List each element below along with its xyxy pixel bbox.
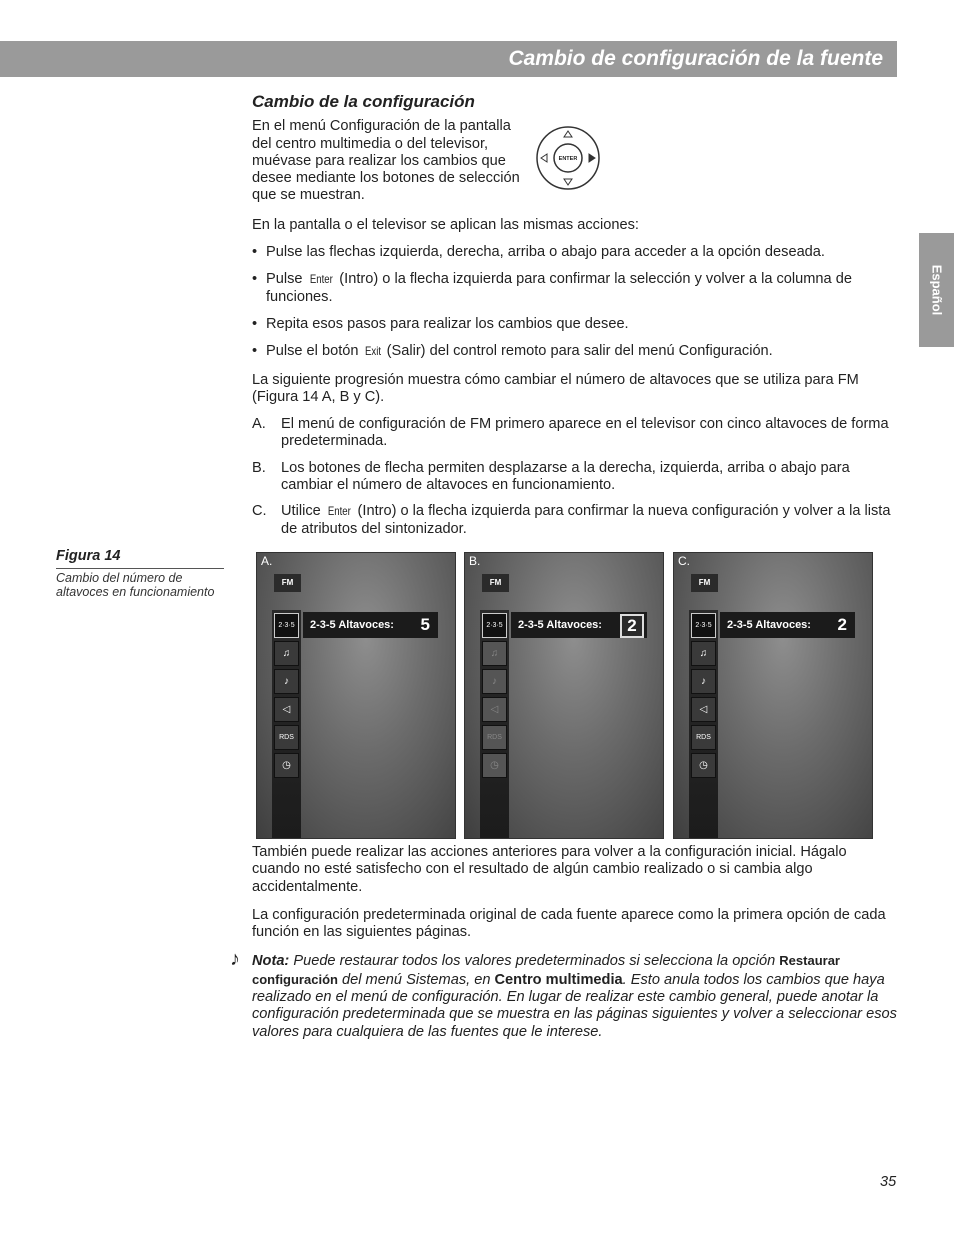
step-item: A. El menú de configuración de FM primero aparece en el televisor con cinco altavoces de forma predeterminada. <box>252 416 889 450</box>
page-number: 35 <box>880 1174 897 1190</box>
restore-paragraph: También puede realizar las acciones anteriores para volver a la configuración inicial. Hágalo cuando no esté satisfecho con el resultado de algún cambio realizado o si cambia algo accidentalmente. <box>252 844 847 895</box>
intro-paragraph: En el menú Configuración de la pantalla del centro multimedia o del televisor, muévase para realizar los cambios que desee mediante los botones de selección que se muestran. <box>252 118 520 204</box>
setting-value: 5 <box>420 615 430 634</box>
icon-column <box>480 610 509 838</box>
rds-icon: RDS <box>274 725 299 750</box>
header-band <box>0 41 897 77</box>
icon-column <box>272 610 301 838</box>
bullet-item: • Pulse las flechas izquierda, derecha, arriba o abajo para acceder a la opción deseada. <box>252 244 898 261</box>
section-title: Cambio de la configuración <box>252 92 475 111</box>
note: ♪ Nota: Puede restaurar todos los valores predeterminados si selecciona la opción Restaurar configuración del menú Sistemas, en Centro multimedia. Esto anula todos los cambios que haya realizado en el menú de configuración. En lugar de realizar este cambio general, puede anotar la configuración predeterminada que se muestra en las páginas siguientes y volver a seleccionar esos valores para cualquiera de las fuentes que le interese. <box>230 948 897 1040</box>
setting-bar: 2-3-5 Altavoces: 2 <box>511 612 647 638</box>
timer-icon: ◷ <box>482 753 507 778</box>
setting-bar: 2-3-5 Altavoces: 2 <box>720 612 855 638</box>
language-tab <box>919 233 954 347</box>
speaker-count-icon: 2·3·5 <box>274 613 299 638</box>
speaker-settings-icon: ◁ <box>274 697 299 722</box>
same-actions-paragraph: En la pantalla o el televisor se aplican las mismas acciones: <box>252 216 639 233</box>
fm-tab: FM <box>691 574 718 592</box>
exit-keyword: Exit <box>364 344 381 359</box>
step-item: C. Utilice Enter (Intro) o la flecha izquierda para confirmar la nueva configuración y volver a la lista de atributos del sintonizador. <box>252 503 891 537</box>
after-figure-content <box>230 844 898 1041</box>
setting-bar: 2-3-5 Altavoces: 5 <box>303 612 438 638</box>
rds-icon: RDS <box>482 725 507 750</box>
speaker-count-icon: 2·3·5 <box>691 613 716 638</box>
screen-c: C. FM 2·3·5 ♫ ♪ ◁ RDS ◷ 2-3-5 Altavoces: 2 <box>673 552 873 839</box>
page-title: Cambio de configuración de la fuente <box>508 47 883 70</box>
fm-tab: FM <box>482 574 509 592</box>
navigation-pad-icon <box>535 125 601 191</box>
setting-value: 2 <box>837 615 847 634</box>
enter-label: ENTER <box>558 156 578 162</box>
screen-b: B. FM 2·3·5 ♫ ♪ ◁ RDS ◷ 2-3-5 Altavoces: 2 <box>464 552 664 839</box>
setting-value: 2 <box>620 614 644 638</box>
music-note-icon: ♪ <box>230 948 240 971</box>
fm-tab: FM <box>274 574 301 592</box>
speaker-settings-icon: ◁ <box>482 697 507 722</box>
figure-title: Figura 14 <box>56 548 224 569</box>
bullet-item: • Repita esos pasos para realizar los cambios que desee. <box>252 316 898 333</box>
enter-keyword: Enter <box>327 504 351 519</box>
stereo-mode-icon: ♫ <box>274 641 299 666</box>
bass-treble-icon: ♪ <box>691 669 716 694</box>
bass-treble-icon: ♪ <box>274 669 299 694</box>
speaker-settings-icon: ◁ <box>691 697 716 722</box>
language-tab-label: Español <box>929 264 944 316</box>
bullet-item: • Pulse el botón Exit (Salir) del control remoto para salir del menú Configuración. <box>252 343 898 360</box>
step-item: B. Los botones de flecha permiten desplazarse a la derecha, izquierda, arriba o abajo para cambiar el número de altavoces en funcionamiento. <box>252 459 850 494</box>
media-center-option: Centro multimedia <box>494 971 623 988</box>
bullet-item: • Pulse Enter (Intro) o la flecha izquierda para confirmar la selección y volver a la columna de funciones. <box>252 271 898 306</box>
timer-icon: ◷ <box>274 753 299 778</box>
screen-a: A. FM 2·3·5 ♫ ♪ ◁ RDS ◷ 2-3-5 Altavoces: 5 <box>256 552 456 839</box>
steps-list <box>252 416 898 538</box>
bass-treble-icon: ♪ <box>482 669 507 694</box>
figure-caption: Cambio del número de altavoces en funcionamiento <box>56 571 215 599</box>
note-label: Nota: <box>252 953 290 970</box>
enter-keyword: Enter <box>309 272 333 287</box>
figure-label <box>56 548 224 599</box>
speaker-count-icon: 2·3·5 <box>482 613 507 638</box>
icon-column <box>689 610 718 838</box>
stereo-mode-icon: ♫ <box>691 641 716 666</box>
rds-icon: RDS <box>691 725 716 750</box>
timer-icon: ◷ <box>691 753 716 778</box>
progression-paragraph: La siguiente progresión muestra cómo cambiar el número de altavoces que se utiliza para FM (Figura 14 A, B y C). <box>252 371 859 405</box>
defaults-paragraph: La configuración predeterminada original de cada fuente aparece como la primera opción de cada función en las siguientes páginas. <box>252 906 886 941</box>
restore-option: Restaurar configuración <box>252 953 840 987</box>
stereo-mode-icon: ♫ <box>482 641 507 666</box>
